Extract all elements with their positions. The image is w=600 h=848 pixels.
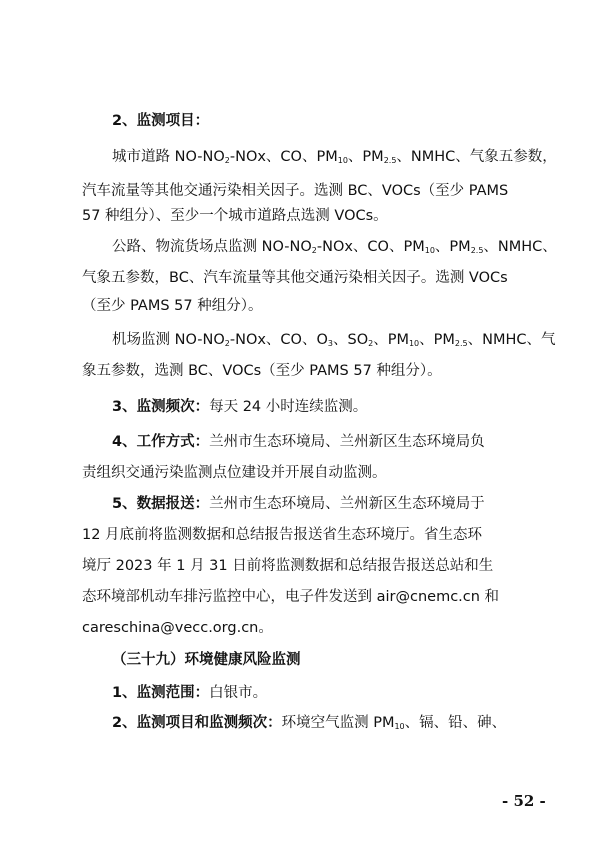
section-4-label: 4、工作方式： [112, 434, 210, 450]
section-5-line-3: 境厅 2023 年 1 月 31 日前将监测数据和总结报告报送总站和生 [82, 558, 494, 574]
section-4-text: 兰州市生态环境局、兰州新区生态环境局负 [209, 434, 485, 450]
section-39-item-1-text: 白银市。 [209, 685, 268, 701]
paragraph-urban-road-line-1 [112, 147, 557, 167]
text-run: 、PM [419, 332, 455, 348]
text-run: -NOx、CO、O [229, 332, 328, 348]
subscript: 2 [224, 156, 230, 165]
subscript: 2 [368, 339, 374, 348]
text-run: -NOx、CO、PM [229, 149, 338, 165]
text-run: 、PM [373, 332, 409, 348]
section-5-line-4: 态环境部机动车排污监控中心，电子件发送到 air@cnemc.cn 和 [82, 589, 500, 605]
paragraph-urban-road-line-3: 57 种组分）、至少一个城市道路点选测 VOCs。 [82, 208, 388, 224]
section-39-item-1-label: 1、监测范围： [112, 685, 210, 701]
subscript: 2.5 [470, 246, 484, 255]
text-run: 城市道路 NO-NO [112, 149, 225, 165]
text-run: 、PM [347, 149, 384, 165]
paragraph-airport-line-2: 象五参数，选测 BC、VOCs（至少 PAMS 57 种组分）。 [82, 363, 442, 379]
subscript: 10 [424, 246, 435, 255]
text-run: 、镉、铅、砷、 [404, 715, 507, 731]
paragraph-highway-line-2: 气象五参数，BC、汽车流量等其他交通污染相关因子。选测 VOCs [82, 270, 508, 286]
section-3-text: 每天 24 小时连续监测。 [209, 399, 368, 415]
text-run: 、NMHC、气 [467, 332, 556, 348]
section-5-line-2: 12 月底前将监测数据和总结报告报送省生态环境厅。省生态环 [82, 527, 483, 543]
subscript: 10 [394, 722, 405, 731]
subscript: 2.5 [383, 156, 397, 165]
text-run: 机场监测 NO-NO [112, 332, 225, 348]
text-run: 环境空气监测 PM [281, 715, 395, 731]
subscript: 2 [311, 246, 317, 255]
subscript: 3 [327, 339, 333, 348]
text-run: 、NMHC、 [483, 239, 557, 255]
text-run: 公路、物流货场点监测 NO-NO [112, 239, 312, 255]
subscript: 10 [337, 156, 348, 165]
section-5-text: 兰州市生态环境局、兰州新区生态环境局于 [209, 496, 485, 512]
text-run: 、PM [434, 239, 471, 255]
text-run: 、NMHC、气象五参数， [396, 149, 557, 165]
paragraph-airport-line-1 [112, 330, 556, 350]
page-number: - 52 - [502, 792, 546, 810]
section-39-heading: （三十九）环境健康风险监测 [112, 652, 301, 668]
section-39-item-2-label: 2、监测项目和监测频次： [112, 715, 282, 731]
section-3-line [112, 397, 367, 417]
section-5-label: 5、数据报送： [112, 496, 210, 512]
section-39-item-1 [112, 683, 267, 703]
section-5-line-5: careschina@vecc.org.cn。 [82, 620, 273, 636]
paragraph-urban-road-line-2: 汽车流量等其他交通污染相关因子。选测 BC、VOCs（至少 PAMS [82, 183, 509, 199]
section-3-label: 3、监测频次： [112, 399, 210, 415]
text-run: 、SO [332, 332, 369, 348]
section-5-line-1 [112, 494, 485, 514]
section-39-item-2 [112, 713, 506, 733]
text-run: -NOx、CO、PM [316, 239, 425, 255]
paragraph-highway-line-3: （至少 PAMS 57 种组分）。 [82, 298, 263, 314]
subscript: 10 [408, 339, 420, 348]
subscript: 2.5 [454, 339, 468, 348]
paragraph-highway-line-1 [112, 237, 557, 257]
section-4-line-2: 责组织交通污染监测点位建设并开展自动监测。 [82, 465, 387, 481]
subscript: 2 [224, 339, 230, 348]
section-2-heading: 2、监测项目： [112, 113, 210, 129]
section-4-line-1 [112, 432, 485, 452]
